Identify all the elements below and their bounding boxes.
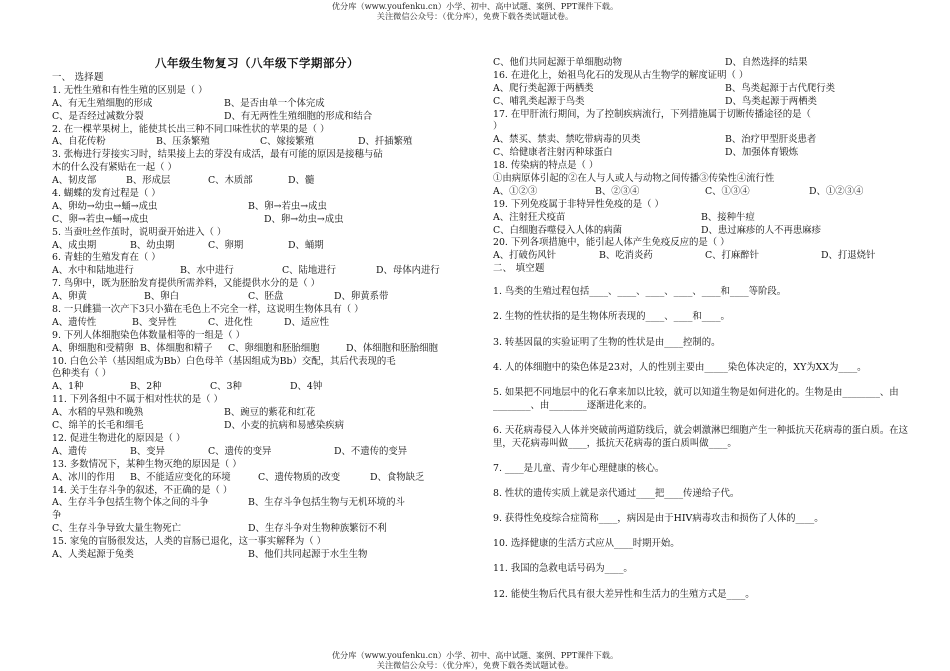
q11-option-b: B、豌豆的紫花和红花 (224, 407, 316, 419)
q2-stem: 2. 在一棵苹果树上，能使其长出三种不同口味性状的苹果的是（ ） (52, 123, 330, 135)
q1-option-d: D、有无两性生殖细胞的形成和结合 (224, 110, 373, 122)
q18-options (493, 186, 913, 199)
fill-item-4: 4. 人的体细胞中的染色体是23对，人的性别主要由_____染色体决定的，XY为XX为____。 (493, 361, 867, 373)
q13-options (52, 472, 462, 485)
q9-option-b: B、体细胞和精子 (140, 342, 213, 354)
section-fill-heading: 二、 填空题 (493, 263, 545, 275)
right-column (493, 57, 913, 613)
q11-option-d: D、小麦的抗病和易感染疾病 (224, 420, 345, 432)
q15-option-b: B、他们共同起源于水生生物 (248, 548, 368, 560)
left-column (52, 56, 462, 562)
q15-option-a: A、人类起源于兔类 (52, 548, 134, 560)
q18-option-d: D、①②③④ (809, 185, 864, 197)
q18-option-a: A、①②③ (493, 185, 538, 197)
fill-item-5: 5. 如果把不同地层中的化石拿来加以比较，就可以知道生物是如何进化的。生物是由________、由________、由________逐渐进化来的。 (493, 386, 899, 411)
q8-option-b: B、变异性 (132, 316, 177, 328)
footer-line-2: 关注微信公众号：（优分库），免费下载各类试题试卷。 (376, 660, 574, 670)
q20-option-b: B、吃消炎药 (599, 250, 653, 262)
q13-option-c: C、遗传物质的改变 (258, 471, 341, 483)
q7-option-b: B、卵白 (144, 291, 180, 303)
q3-option-a: A、韧皮部 (52, 175, 97, 187)
page-header (0, 1, 950, 21)
q11-option-c: C、绵羊的长毛和细毛 (52, 420, 144, 432)
q9-option-a: A、卵细胞和受精卵 (52, 342, 134, 354)
page-title: 八年级生物复习（八年级下学期部分） (155, 56, 359, 70)
q19-option-a: A、注射狂犬疫苗 (493, 211, 566, 223)
q1-option-a: A、有无生殖细胞的形成 (52, 97, 153, 109)
q15-options-ab (52, 549, 462, 562)
q7-stem: 7. 鸟卵中，既为胚胎发育提供所需养料，又能提供水分的是（ ） (52, 278, 321, 290)
q12-option-d: D、不遗传的变异 (334, 445, 408, 457)
q14-option-c: C、生存斗争导致大量生物死亡 (52, 523, 182, 535)
q4-options-cd (52, 214, 462, 227)
q8-option-a: A、遗传性 (52, 316, 97, 328)
q1-option-c: C、是否经过减数分裂 (52, 110, 144, 122)
q4-stem: 4. 蝴蝶的发育过程是（ ） (52, 188, 161, 200)
q12-options (52, 446, 462, 459)
q3-option-c: C、木质部 (208, 175, 253, 187)
q19-options-ab (493, 212, 913, 225)
q14-option-d: D、生存斗争对生物种族繁衍不利 (248, 523, 387, 535)
fill-item-10: 10. 选择健康的生活方式应从____时期开始。 (493, 538, 680, 550)
q19-option-d: D、患过麻疹的人不再患麻疹 (701, 224, 822, 236)
q12-option-c: C、遗传的变异 (208, 445, 272, 457)
q17-option-a: A、禁买、禁卖、禁吃带病毒的贝类 (493, 134, 641, 146)
q13-option-d: D、食物缺乏 (370, 471, 425, 483)
q4-option-a: A、卵幼→幼虫→蛹→成虫 (52, 200, 158, 212)
q11-option-a: A、水稻的早熟和晚熟 (52, 407, 144, 419)
q4-options-ab (52, 201, 462, 214)
q18-items: ①由病原体引起的②在人与人或人与动物之间传播③传染性④流行性 (493, 173, 775, 185)
q2-option-b: B、压条繁殖 (156, 136, 210, 148)
q16-option-b: B、鸟类起源于古代爬行类 (725, 82, 836, 94)
q6-option-d: D、母体内进行 (376, 265, 440, 277)
q10-stem-line-1: 10. 白色公羊（基因组成为Bb）白色母羊（基因组成为Bb）交配，其后代表现的毛 (52, 355, 396, 367)
q13-option-b: B、不能适应变化的环境 (130, 471, 231, 483)
q6-options (52, 265, 462, 278)
page-footer (0, 650, 950, 670)
q7-option-c: C、胚盘 (248, 291, 284, 303)
q3-option-d: D、髓 (288, 175, 315, 187)
q5-option-a: A、成虫期 (52, 239, 97, 251)
q3-stem-line-2: 木的什么没有紧贴在一起（ ） (52, 162, 177, 174)
q7-option-a: A、卵黄 (52, 291, 87, 303)
q15-option-c: C、他们共同起源于单细胞动物 (493, 57, 623, 68)
q19-stem: 19. 下列免疫属于非特异性免疫的是（ ） (493, 198, 664, 210)
q19-option-c: C、白细胞吞噬侵入人体的病菌 (493, 224, 623, 236)
q17-options-cd (493, 147, 913, 160)
q9-stem: 9. 下列人体细胞染色体数量相等的一组是（ ） (52, 329, 246, 341)
header-line-2: 关注微信公众号：（优分库），免费下载各类试题试卷。 (376, 11, 574, 21)
q16-options-cd (493, 96, 913, 109)
fill-item-9: 9. 获得性免疫综合症简称____，病因是由于HIV病毒攻击和损伤了人体的____。 (493, 513, 824, 525)
q3-options (52, 175, 462, 188)
q17-options-ab (493, 134, 913, 147)
q17-stem-line-1: 17. 在甲肝流行期间，为了控制疾病流行，下列措施属于切断传播途径的是（ (493, 108, 811, 120)
q1-options-ab (52, 98, 462, 111)
q8-option-d: D、适应性 (284, 316, 330, 328)
q13-stem: 13. 多数情况下，某种生物灭绝的原因是（ ） (52, 458, 242, 470)
q8-options (52, 317, 462, 330)
q9-options (52, 343, 462, 356)
footer-line-1: 优分库（www.youfenku.cn）小学、初中、高中试题、案例、PPT课件下载。 (331, 650, 619, 660)
fill-item-11: 11. 我国的急救电话号码为____。 (493, 563, 633, 575)
q20-option-a: A、打破伤风针 (493, 250, 557, 262)
fill-item-2: 2. 生物的性状指的是生物体所表现的____、____和____。 (493, 311, 730, 323)
fill-item-1: 1. 鸟类的生殖过程包括____、____、____、____、____和____等阶段。 (493, 286, 787, 298)
q16-option-a: A、爬行类起源于两栖类 (493, 82, 594, 94)
q17-option-d: D、加强体育锻炼 (725, 147, 799, 159)
q3-stem-line-1: 3. 张梅进行芽接实习时，结果接上去的芽没有成活，最有可能的原因是接穗与砧 (52, 149, 383, 161)
q10-option-d: D、4钟 (290, 381, 323, 393)
q5-option-c: C、卵期 (208, 239, 244, 251)
q19-option-b: B、接种牛痘 (701, 211, 755, 223)
q12-option-a: A、遗传 (52, 445, 87, 457)
fill-item-8: 8. 性状的遗传实质上就是亲代通过____把____传递给子代。 (493, 487, 740, 499)
q10-options (52, 381, 462, 394)
q15-stem: 15. 家兔的盲肠很发达，人类的盲肠已退化，这一事实解释为（ ） (52, 536, 326, 548)
q2-option-d: D、扦插繁殖 (358, 136, 413, 148)
q10-option-a: A、1种 (52, 381, 84, 393)
fill-item-6: 6. 天花病毒侵入人体并突破前两道防线后，就会刺激淋巴细胞产生一种抵抗天花病毒的蛋白质。在这里，天花病毒叫做____，抵抗天花病毒的蛋白质叫做____。 (493, 424, 909, 449)
fill-item-3: 3. 转基因鼠的实验证明了生物的性状是由____控制的。 (493, 336, 721, 348)
q4-option-c: C、卵→若虫→蛹→成虫 (52, 213, 149, 225)
q6-option-c: C、陆地进行 (282, 265, 337, 277)
fill-item-12: 12. 能使生物后代具有很大差异性和生活力的生殖方式是____。 (493, 588, 755, 600)
q20-option-c: C、打麻醉针 (705, 250, 760, 262)
q2-options (52, 136, 462, 149)
q16-option-c: C、哺乳类起源于鸟类 (493, 95, 585, 107)
q16-options-ab (493, 83, 913, 96)
q2-option-c: C、嫁接繁殖 (260, 136, 315, 148)
q6-option-b: B、水中进行 (180, 265, 234, 277)
q6-stem: 6. 青蛙的生殖发育在（ ） (52, 252, 161, 264)
q1-option-b: B、是否由单一个体完成 (224, 97, 325, 109)
q10-stem-line-2: 色种类有（ ） (52, 368, 112, 380)
q14-option-b-cont: 争 (52, 510, 62, 522)
q14-options-ab (52, 497, 462, 510)
q14-option-b: B、生存斗争包括生物与无机环境的斗 (248, 497, 405, 509)
q18-option-b: B、②③④ (595, 185, 640, 197)
q15-options-cd (493, 57, 913, 70)
q12-stem: 12. 促进生物进化的原因是（ ） (52, 432, 186, 444)
q7-options (52, 291, 462, 304)
q16-option-d: D、鸟类起源于两栖类 (725, 95, 817, 107)
q17-option-c: C、给健康者注射丙种球蛋白 (493, 147, 613, 159)
q9-option-d: D、体细胞和胚胎细胞 (346, 342, 438, 354)
q20-stem: 20. 下列各项措施中，能引起人体产生免疫反应的是（ ） (493, 237, 730, 249)
q5-option-b: B、幼虫期 (130, 239, 175, 251)
q7-option-d: D、卵黄系带 (334, 291, 389, 303)
q10-option-c: C、3种 (210, 381, 242, 393)
q14-stem: 14. 关于生存斗争的叙述，不正确的是（ ） (52, 484, 233, 496)
header-line-1: 优分库（www.youfenku.cn）小学、初中、高中试题、案例、PPT课件下载。 (331, 1, 619, 11)
q12-option-b: B、变异 (130, 445, 166, 457)
q11-options-cd (52, 420, 462, 433)
q20-options (493, 250, 913, 263)
q20-option-d: D、打退烧针 (821, 250, 876, 262)
q6-option-a: A、水中和陆地进行 (52, 265, 134, 277)
q16-stem: 16. 在进化上，始祖鸟化石的发现从古生物学的解度证明（ ） (493, 69, 749, 81)
q4-option-b: B、卵→若虫→成虫 (248, 200, 327, 212)
q2-option-a: A、自花传粉 (52, 136, 106, 148)
q9-option-c: C、卵细胞和胚胎细胞 (228, 342, 320, 354)
q13-option-a: A、冰川的作用 (52, 471, 116, 483)
q19-options-cd (493, 225, 913, 238)
q10-option-b: B、2种 (130, 381, 162, 393)
q14-options-cd (52, 523, 462, 536)
q17-stem-line-2: ） (493, 121, 503, 133)
section-choice-heading: 一、 选择题 (52, 72, 104, 83)
q14-option-a: A、生存斗争包括生物个体之间的斗争 (52, 497, 209, 509)
q17-option-b: B、治疗甲型肝炎患者 (725, 134, 817, 146)
q18-option-c: C、①③④ (705, 185, 750, 197)
q3-option-b: B、形成层 (126, 175, 171, 187)
q15-option-d: D、自然选择的结果 (725, 57, 808, 68)
q11-stem: 11. 下列各组中不属于相对性状的是（ ） (52, 394, 223, 406)
q8-option-c: C、进化性 (208, 316, 253, 328)
q5-options (52, 240, 462, 253)
fill-item-7: 7. ____是儿童、青少年心理健康的核心。 (493, 462, 665, 474)
q5-stem: 5. 当蚕吐丝作茧时，说明蚕开始进入（ ） (52, 226, 227, 238)
q5-option-d: D、蛹期 (288, 239, 324, 251)
q4-option-d: D、卵→幼虫→成虫 (264, 213, 344, 225)
q11-options-ab (52, 407, 462, 420)
q18-stem: 18. 传染病的特点是（ ） (493, 160, 599, 172)
q8-stem: 8. 一只雌猫一次产下3只小猫在毛色上不完全一样，这说明生物体具有（ ） (52, 304, 364, 316)
q1-stem: 1. 无性生殖和有性生殖的区别是（ ） (52, 84, 208, 96)
q1-options-cd (52, 111, 462, 124)
